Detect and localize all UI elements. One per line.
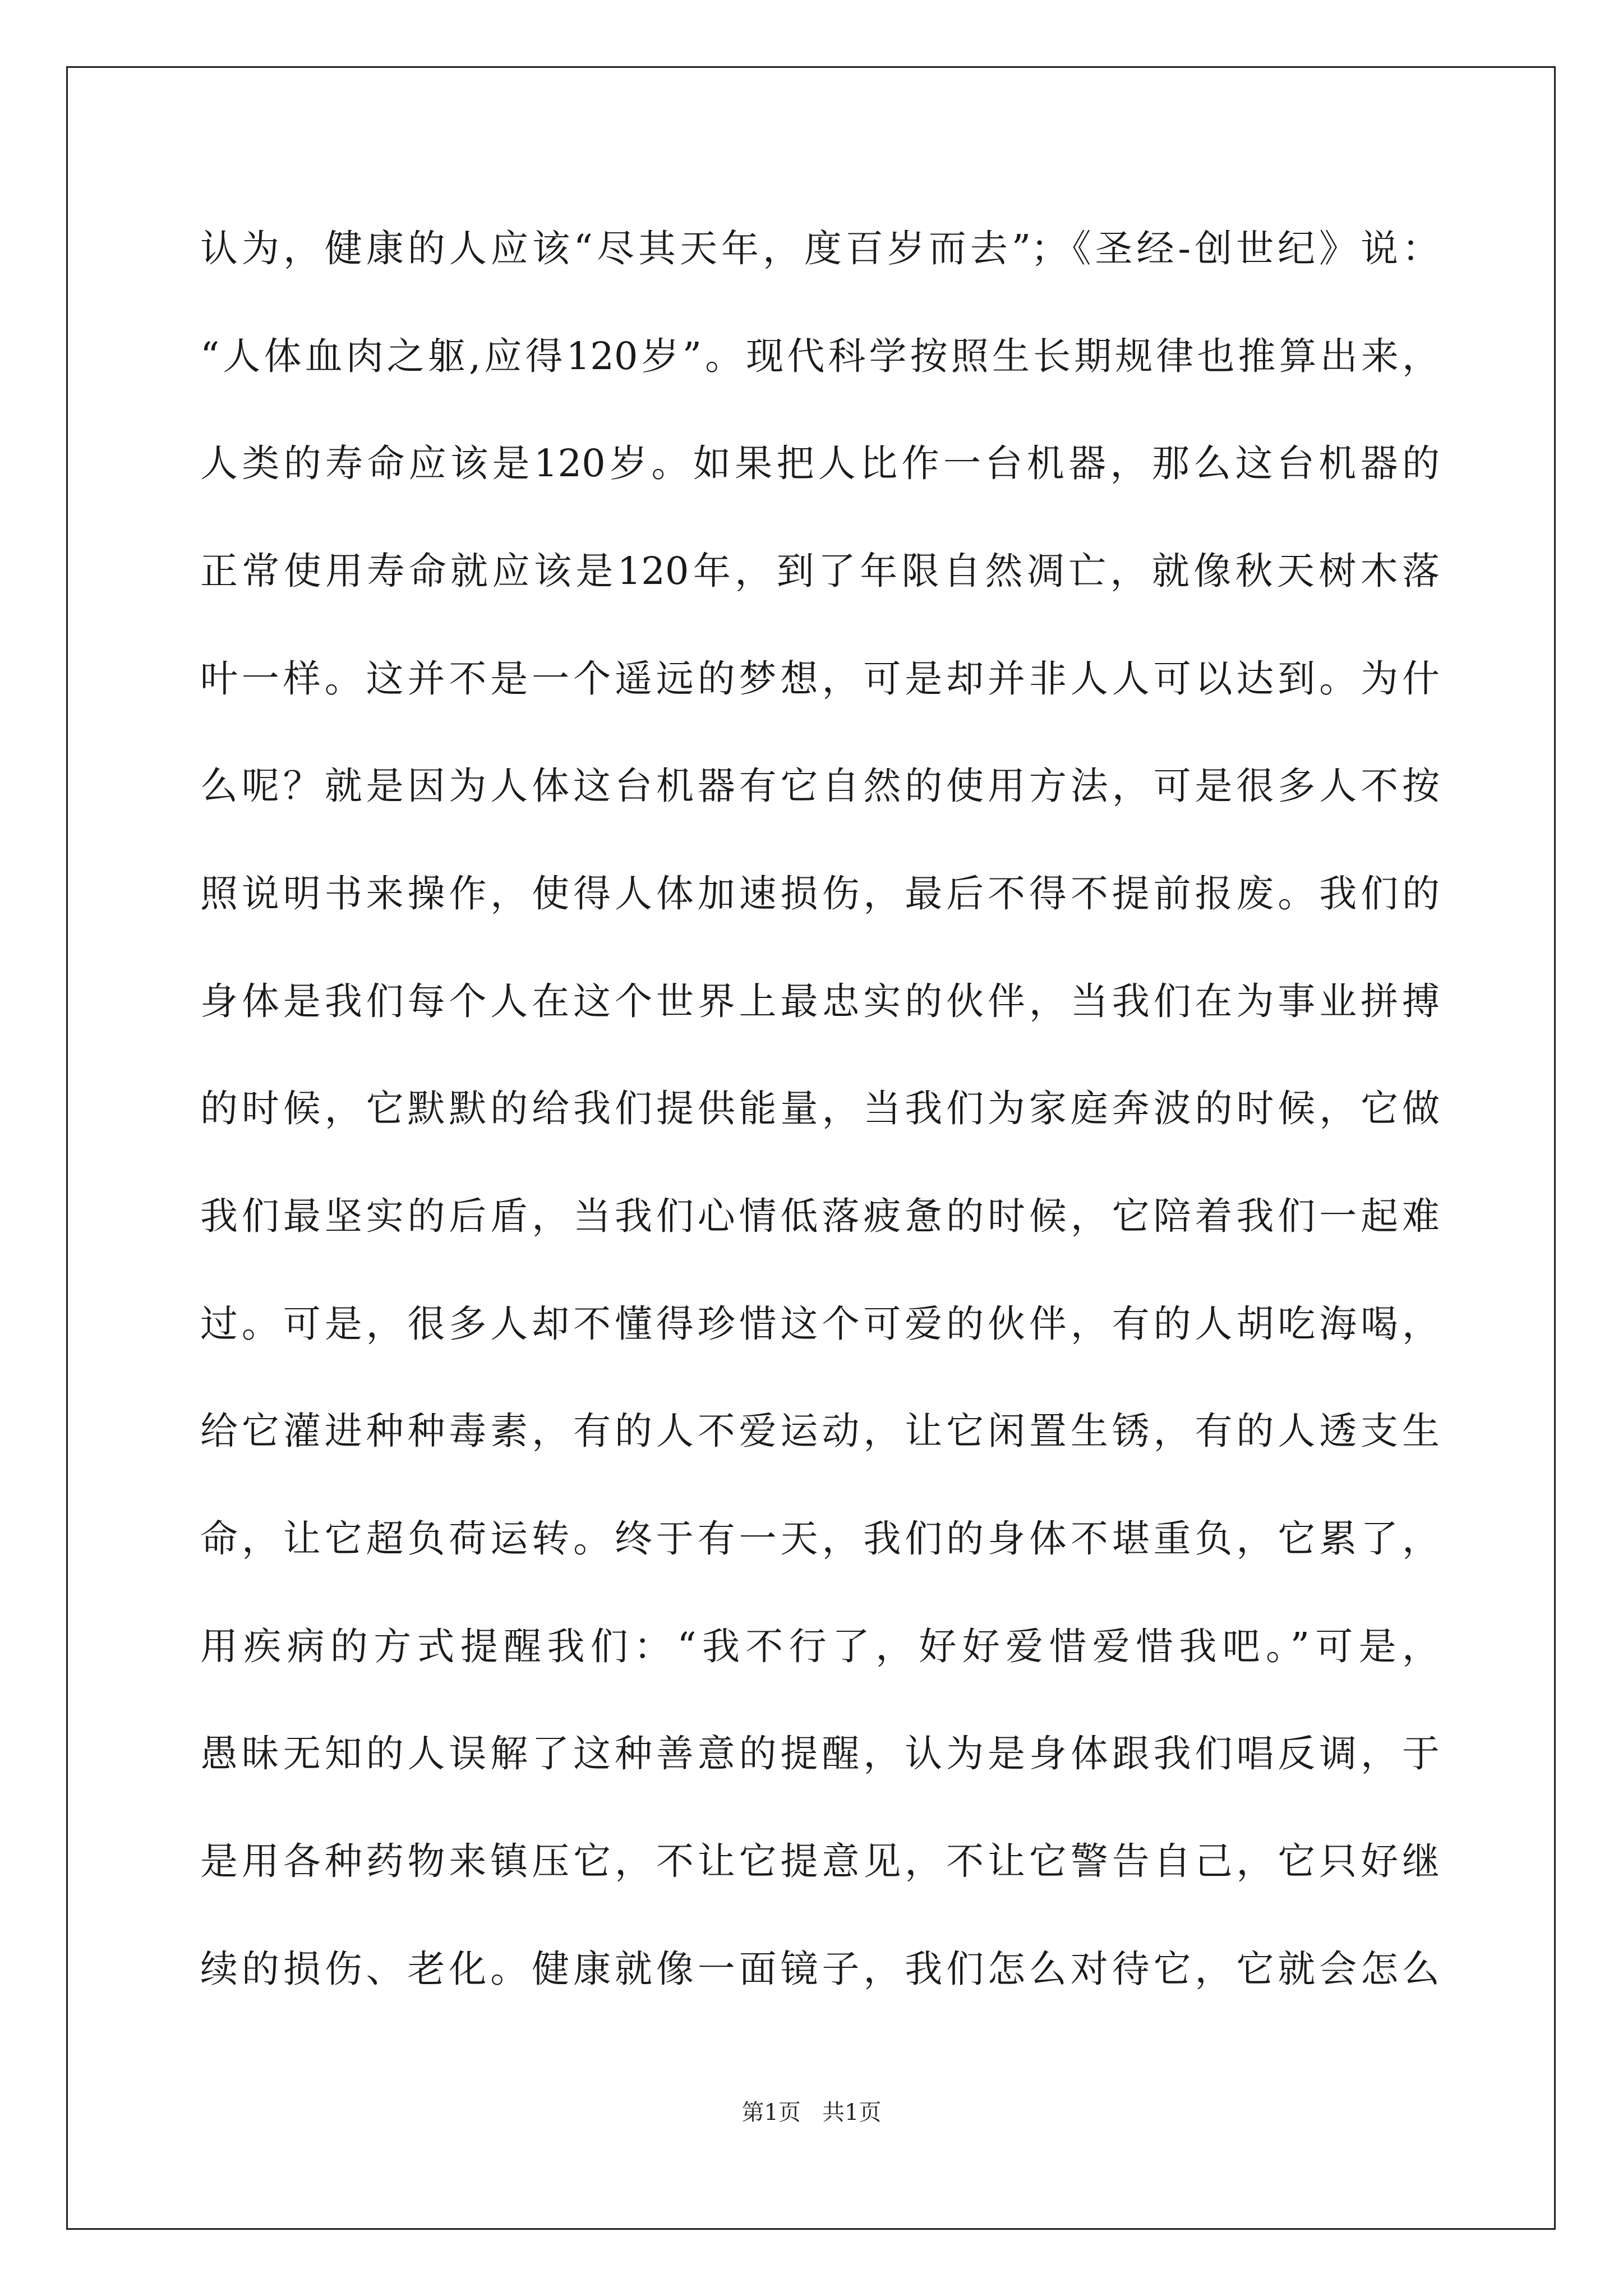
body-text-line-9: 的时候，它默默的给我们提供能量，当我们为家庭奔波的时候，它做 [200, 1087, 1440, 1130]
body-text-line-16: 是用各种药物来镇压它，不让它提意见，不让它警告自己，它只好继 [200, 1839, 1440, 1883]
body-text-line-7: 照说明书来操作，使得人体加速损伤，最后不得不提前报废。我们的 [200, 872, 1440, 915]
body-text-line-8: 身体是我们每个人在这个世界上最忠实的伙伴，当我们在为事业拼搏 [200, 979, 1440, 1023]
body-text-line-14: 用疾病的方式提醒我们：“我不行了，好好爱惜爱惜我吧。”可是， [200, 1625, 1440, 1668]
page-footer: 第1页 共1页 [741, 2100, 882, 2125]
body-text-line-12: 给它灌进种种毒素，有的人不爱运动，让它闲置生锈，有的人透支生 [200, 1409, 1440, 1453]
body-text-line-5: 叶一样。这并不是一个遥远的梦想，可是却并非人人可以达到。为什 [200, 657, 1440, 701]
body-text-line-10: 我们最坚实的后盾，当我们心情低落疲惫的时候，它陪着我们一起难 [200, 1194, 1440, 1238]
body-text-line-2: “人体血肉之躯,应得120岁”。现代科学按照生长期规律也推算出来， [200, 334, 1440, 378]
body-text-line-1: 认为，健康的人应该“尽其天年，度百岁而去”；《圣经-创世纪》说： [200, 227, 1440, 270]
body-text-line-6: 么呢？就是因为人体这台机器有它自然的使用方法，可是很多人不按 [200, 764, 1440, 808]
body-text-line-15: 愚昧无知的人误解了这种善意的提醒，认为是身体跟我们唱反调，于 [200, 1732, 1440, 1775]
body-text-line-13: 命，让它超负荷运转。终于有一天，我们的身体不堪重负，它累了， [200, 1517, 1440, 1561]
body-text-line-4: 正常使用寿命就应该是120年，到了年限自然凋亡，就像秋天树木落 [200, 549, 1440, 593]
page-border [66, 66, 1556, 2230]
body-text-line-11: 过。可是，很多人却不懂得珍惜这个可爱的伙伴，有的人胡吃海喝， [200, 1302, 1440, 1346]
body-text-line-17: 续的损伤、老化。健康就像一面镜子，我们怎么对待它，它就会怎么 [200, 1947, 1440, 1991]
body-text-line-3: 人类的寿命应该是120岁。如果把人比作一台机器，那么这台机器的 [200, 441, 1440, 485]
